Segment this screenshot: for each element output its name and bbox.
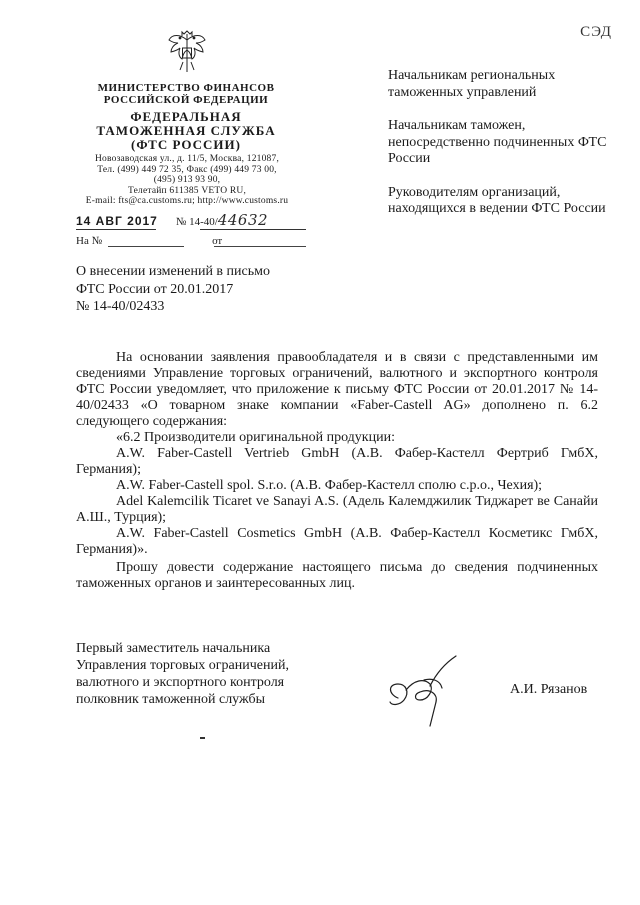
agency-name [96,110,276,152]
reply-date-rule [214,246,306,247]
position-line: Первый заместитель начальника [76,641,271,656]
subject-line: № 14-40/02433 [76,299,165,314]
subject-line: ФТС России от 20.01.2017 [76,281,234,297]
registration-number-label: № 14-40/ [175,216,218,228]
letter-subject [76,263,306,316]
recipients-block [388,68,608,235]
coat-of-arms-icon [166,28,208,76]
address-line: Телетайп 611385 VETO RU, [127,185,247,196]
recipient: Руководителям организаций, находящихся в ведении ФТС России [388,184,606,216]
position-line: валютного и экспортного контроля [76,675,285,690]
request-paragraph: Прошу довести содержание настоящего письма до сведения подчиненных таможенных органов и заинтересованных лиц. [76,560,598,591]
recipient: Начальникам региональных таможенных управлений [388,68,556,100]
ministry-line: РОССИЙСКОЙ ФЕДЕРАЦИИ [103,94,269,106]
agency-line: (ФТС РОССИИ) [131,137,241,152]
address-line: (495) 913 93 90, [153,175,221,185]
sender-address [52,154,322,207]
address-line: Новозаводская ул., д. 11/5, Москва, 121087, [94,154,280,164]
producer-entry: A.W. Faber-Castell spol. S.r.o. (А.В. Фабер-Кастелл сполю с.р.о., Чехия); [116,478,543,493]
producer-entry: A.W. Faber-Castell Vertrieb GmbH (А.В. Фабер-Кастелл Фертриб ГмбХ, Германия); [76,446,598,477]
ministry-line: МИНИСТЕРСТВО ФИНАНСОВ [97,82,275,94]
recipient: Начальникам таможен, непосредственно подчиненных ФТС России [388,118,607,166]
reply-number-rule [108,246,184,247]
address-line: E-mail: fts@ca.customs.ru; http://www.customs.ru [85,196,289,206]
address-line: Тел. (499) 449 72 35, Факс (499) 449 73 00, [97,164,277,175]
reply-to-label: На № [76,235,103,247]
producer-entry: Adel Kalemcilik Ticaret ve Sanayi A.S. (Адель Калемджилик Тиджарет ве Санайи А.Ш., Турция); [76,494,598,525]
body-paragraph: На основании заявления правообладателя и в связи с представленными им сведениями Управление торговых ограничений, валютного и экспортного контроля ФТС России уведомляет, что приложение к письму ФТС России от 20.01.2017 № 14-40/02433 «О товарном знаке компании «Faber-Castell AG» дополнено п. 6.2 следующего содержания: [76,350,598,429]
position-line: полковник таможенной службы [76,692,266,707]
producer-entry: A.W. Faber-Castell Cosmetics GmbH (А.В. Фабер-Кастелл Косметикс ГмбХ, Германия)». [76,526,598,557]
registration-number-handwritten: 44632 [217,211,269,229]
ministry-name [96,82,276,106]
from-label: от [212,235,223,247]
registration-date: 14 АВГ 2017 [76,214,158,228]
stray-mark [200,737,205,739]
subject-line: О внесении изменений в письмо [76,264,270,279]
corner-mark: СЭД [580,24,612,40]
handwritten-signature [380,650,480,730]
agency-line: ФЕДЕРАЛЬНАЯ [130,109,242,124]
registration-line [76,211,268,229]
signer-name: А.И. Рязанов [510,682,588,697]
position-line: Управления торговых ограничений, [76,658,289,673]
number-underline [200,229,306,230]
signatory-position [76,640,336,708]
agency-line: ТАМОЖЕННАЯ СЛУЖБА [96,123,276,138]
item-heading: «6.2 Производители оригинальной продукции: [116,430,395,445]
letter-body [76,350,598,592]
date-underline [76,229,156,230]
